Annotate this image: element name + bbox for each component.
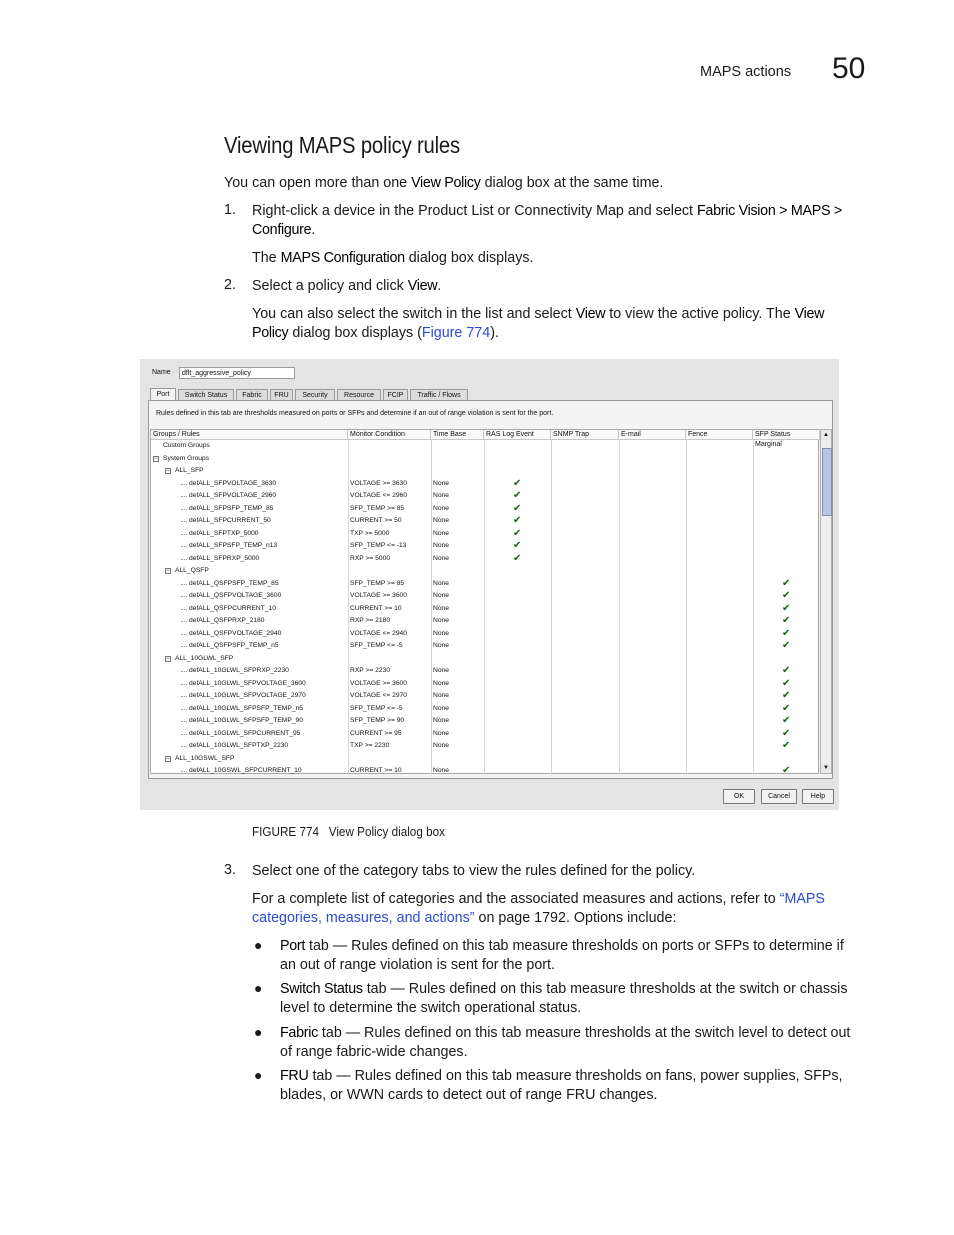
running-header-section: MAPS actions [700, 64, 792, 80]
rule-name: ALL_10GSWL_SFP [175, 754, 235, 762]
rule-name: defALL_10GLWL_SFPVOLTAGE_2970 [189, 692, 306, 699]
time-base: None [433, 554, 449, 562]
column-header-ras-log-event[interactable]: RAS Log Event [484, 430, 551, 440]
table-row[interactable] [151, 615, 820, 628]
bullet-icon: ● [254, 1024, 263, 1040]
monitor-condition: SFP_TEMP >= 90 [350, 717, 405, 724]
column-header-monitor-condition[interactable]: Monitor Condition [348, 430, 431, 440]
tab-port[interactable]: Port [150, 388, 176, 400]
monitor-condition: CURRENT >= 95 [350, 729, 402, 737]
sfp-marginal-check-icon: ✔ [782, 577, 791, 589]
tab-fru[interactable]: FRU [270, 389, 293, 400]
rule-name: defALL_QSFPCURRENT_10 [189, 604, 276, 612]
sfp-marginal-check-icon: ✔ [782, 690, 791, 701]
ras-log-check-icon: ✔ [513, 490, 522, 501]
table-row[interactable] [151, 753, 820, 766]
ras-log-check-icon: ✔ [513, 515, 522, 526]
table-row[interactable] [151, 653, 820, 666]
column-header-groups-rules[interactable]: Groups / Rules [151, 430, 348, 440]
monitor-condition: CURRENT >= 50 [350, 517, 402, 524]
table-row[interactable] [151, 640, 820, 653]
rule-name: defALL_10GLWL_SFPSFP_TEMP_n5 [189, 704, 303, 712]
cancel-button[interactable]: Cancel [761, 789, 797, 804]
monitor-condition: VOLTAGE >= 3630 [350, 479, 407, 487]
time-base: None [433, 679, 449, 687]
column-header-snmp-trap[interactable]: SNMP Trap [551, 430, 619, 440]
sfp-marginal-check-icon: ✔ [782, 615, 791, 626]
figure-774-link[interactable]: Figure 774 [421, 325, 491, 341]
policy-name-field[interactable]: dflt_aggressive_policy [179, 367, 295, 379]
time-base: None [433, 642, 449, 649]
monitor-condition: VOLTAGE >= 3600 [350, 679, 407, 687]
bullet-port: Port tab — Rules defined on this tab measure thresholds on ports or SFPs to determine if an out of range violation is sent for the port. [280, 938, 844, 973]
rule-name: defALL_QSFPSFP_TEMP_n5 [189, 642, 279, 649]
rule-name: defALL_QSFPSFP_TEMP_85 [189, 579, 279, 587]
table-row[interactable] [151, 528, 820, 541]
rule-name: defALL_10GLWL_SFPTXP_2230 [189, 742, 289, 749]
table-row[interactable] [151, 478, 820, 491]
sfp-marginal-check-icon: ✔ [782, 590, 791, 601]
time-base: None [433, 542, 449, 549]
tree-connector [181, 603, 187, 610]
rule-name: defALL_QSFPVOLTAGE_3600 [189, 592, 282, 599]
tree-connector [181, 615, 187, 622]
tree-connector [181, 553, 187, 560]
maps-categories-link[interactable]: “MAPS [779, 891, 825, 907]
monitor-condition: RXP >= 2230 [350, 667, 391, 674]
tab-fcip[interactable]: FCIP [383, 389, 408, 400]
rule-name: defALL_10GLWL_SFPSFP_TEMP_90 [189, 717, 303, 724]
step-3-text: Select one of the category tabs to view the rules defined for the policy. [252, 863, 696, 879]
view-policy-dialog-screenshot [140, 359, 839, 810]
rule-name: defALL_SFPSFP_TEMP_n13 [189, 542, 278, 549]
rule-name: defALL_SFPVOLTAGE_3630 [189, 479, 277, 487]
time-base: None [433, 604, 449, 612]
time-base: None [433, 667, 449, 674]
table-row[interactable] [151, 465, 820, 478]
monitor-condition: RXP >= 5000 [350, 554, 391, 562]
rule-name: ALL_QSFP [175, 567, 209, 574]
table-row[interactable] [151, 553, 820, 566]
column-header-sfp-status-marginal[interactable]: SFP Status Marginal [753, 430, 820, 440]
time-base: None [433, 579, 449, 587]
step-2-text: Select a policy and click View. [252, 278, 442, 294]
time-base: None [433, 479, 449, 487]
tab-switch-status[interactable]: Switch Status [178, 389, 234, 400]
time-base: None [433, 729, 449, 737]
step-1-text: Right-click a device in the Product List or Connectivity Map and select Fabric Vision > MAPS > Configure. [252, 203, 842, 238]
bullet-fru: FRU tab — Rules defined on this tab measure thresholds on fans, power supplies, SFPs, blades, or WWN cards to detect out of range FRU changes. [280, 1068, 843, 1103]
tree-connector [181, 728, 187, 735]
sfp-marginal-check-icon: ✔ [782, 677, 791, 689]
time-base: None [433, 629, 449, 637]
table-row[interactable] [151, 540, 820, 553]
rule-name: defALL_SFPSFP_TEMP_85 [189, 504, 274, 512]
column-header-fence[interactable]: Fence [686, 430, 753, 440]
tree-connector [181, 515, 187, 522]
monitor-condition: VOLTAGE <= 2940 [350, 629, 407, 637]
monitor-condition: SFP_TEMP <= -13 [350, 542, 407, 549]
ok-button[interactable]: OK [723, 789, 755, 804]
tree-connector [181, 540, 187, 547]
column-header-e-mail[interactable]: E-mail [619, 430, 686, 440]
tree-connector [181, 678, 187, 685]
rule-name: ALL_10GLWL_SFP [175, 654, 234, 662]
monitor-condition: VOLTAGE <= 2970 [350, 692, 407, 699]
scroll-down-icon[interactable]: ▼ [821, 763, 831, 773]
table-row[interactable] [151, 765, 820, 778]
collapse-icon[interactable]: − [166, 755, 170, 762]
table-row[interactable] [151, 703, 820, 716]
tree-connector [181, 590, 187, 597]
tab-fabric[interactable]: Fabric [236, 389, 268, 400]
time-base: None [433, 592, 449, 599]
table-row[interactable] [151, 740, 820, 753]
time-base: None [433, 504, 449, 512]
time-base: None [433, 717, 449, 724]
figure-caption: FIGURE 774 View Policy dialog box [252, 824, 445, 839]
monitor-condition: TXP >= 2230 [350, 742, 390, 749]
ras-log-check-icon: ✔ [513, 552, 522, 564]
time-base: None [433, 742, 449, 749]
rule-name: defALL_SFPVOLTAGE_2960 [189, 492, 277, 499]
tree-connector [181, 690, 187, 697]
ras-log-check-icon: ✔ [513, 527, 522, 539]
table-row[interactable] [151, 565, 820, 578]
rules-table [150, 429, 819, 774]
table-row[interactable] [151, 453, 820, 466]
rule-name: defALL_SFPCURRENT_50 [189, 517, 271, 524]
collapse-icon[interactable]: − [166, 568, 170, 574]
step-number-2: 2. [224, 277, 236, 293]
ras-log-check-icon: ✔ [513, 540, 522, 551]
tree-connector [181, 490, 187, 497]
sfp-marginal-check-icon: ✔ [782, 715, 791, 726]
scroll-up-icon[interactable]: ▲ [821, 430, 831, 440]
tab-panel [148, 400, 833, 779]
table-row[interactable] [151, 628, 820, 641]
monitor-condition: CURRENT >= 10 [350, 604, 402, 612]
rule-name: ALL_SFP [175, 467, 204, 474]
collapse-icon[interactable]: − [154, 455, 158, 462]
step-2-note: You can also select the switch in the list and select View to view the active policy. The View Policy dialog box displays (Figure 774). [252, 306, 825, 341]
tree-connector [181, 578, 187, 585]
time-base: None [433, 517, 449, 524]
bullet-icon: ● [254, 980, 263, 996]
intro-paragraph: You can open more than one View Policy dialog box at the same time. [224, 175, 664, 191]
time-base: None [433, 692, 449, 699]
bullet-icon: ● [254, 937, 263, 953]
monitor-condition: RXP >= 2180 [350, 617, 391, 624]
sfp-marginal-check-icon: ✔ [782, 727, 791, 739]
monitor-condition: CURRENT >= 10 [350, 767, 402, 774]
rule-name: Custom Groups [163, 442, 210, 449]
tree-connector [181, 740, 187, 747]
monitor-condition: SFP_TEMP >= 85 [350, 579, 405, 587]
scroll-thumb[interactable] [822, 448, 832, 516]
rule-name: defALL_QSFPRXP_2180 [189, 617, 265, 624]
sfp-marginal-check-icon: ✔ [782, 665, 791, 676]
step-number-1: 1. [224, 202, 236, 218]
table-row[interactable] [151, 665, 820, 678]
bullet-switch-status: Switch Status tab — Rules defined on this tab measure thresholds at the switch or chassis level to determine the switch operational status. [280, 981, 848, 1016]
section-title: Viewing MAPS policy rules [224, 132, 460, 158]
sfp-marginal-check-icon: ✔ [782, 765, 791, 776]
rule-name: defALL_10GLWL_SFPCURRENT_95 [189, 729, 301, 737]
tab-traffic-flows[interactable]: Traffic / Flows [410, 389, 468, 400]
rule-name: defALL_SFPTXP_5000 [189, 529, 259, 537]
table-row[interactable] [151, 690, 820, 703]
table-row[interactable] [151, 440, 820, 453]
table-row[interactable] [151, 490, 820, 503]
help-button[interactable]: Help [802, 789, 834, 804]
time-base: None [433, 492, 449, 499]
rule-name: defALL_QSFPVOLTAGE_2940 [189, 629, 282, 637]
ras-log-check-icon: ✔ [513, 502, 522, 514]
table-row[interactable] [151, 590, 820, 603]
monitor-condition: SFP_TEMP <= -5 [350, 642, 403, 649]
table-row[interactable] [151, 603, 820, 616]
rule-name: defALL_10GLWL_SFPRXP_2230 [189, 667, 289, 674]
table-row[interactable] [151, 503, 820, 516]
table-row[interactable] [151, 515, 820, 528]
ras-log-check-icon: ✔ [513, 477, 522, 489]
tree-connector [181, 478, 187, 485]
tree-connector [181, 503, 187, 510]
bullet-icon: ● [254, 1067, 263, 1083]
time-base: None [433, 704, 449, 712]
rule-name: System Groups [163, 454, 210, 462]
tree-connector [181, 715, 187, 722]
chapter-number: 50 [832, 52, 866, 85]
vertical-scrollbar[interactable] [820, 429, 832, 774]
time-base: None [433, 617, 449, 624]
maps-categories-link-cont[interactable]: categories, measures, and actions” [252, 910, 475, 926]
collapse-icon[interactable]: − [166, 468, 170, 474]
monitor-condition: VOLTAGE >= 3600 [350, 592, 407, 599]
time-base: None [433, 767, 449, 774]
rule-name: defALL_10GLWL_SFPVOLTAGE_3600 [189, 679, 306, 687]
monitor-condition: SFP_TEMP <= -5 [350, 704, 403, 712]
tree-connector [181, 640, 187, 647]
sfp-marginal-check-icon: ✔ [782, 740, 791, 751]
tree-connector [181, 765, 187, 772]
sfp-marginal-check-icon: ✔ [782, 702, 791, 714]
table-row[interactable] [151, 678, 820, 691]
tree-connector [181, 528, 187, 535]
step-number-3: 3. [224, 862, 236, 878]
tab-resource[interactable]: Resource [337, 389, 381, 400]
sfp-marginal-check-icon: ✔ [782, 602, 791, 614]
collapse-icon[interactable]: − [166, 655, 170, 662]
table-row[interactable] [151, 728, 820, 741]
bullet-fabric: Fabric tab — Rules defined on this tab measure thresholds at the switch level to detect out of range fabric-wide changes. [280, 1025, 851, 1060]
tree-connector [181, 703, 187, 710]
step-3-note: For a complete list of categories and the associated measures and actions, refer to “MAPS categories, measures, and actions” on page 1792. Options include: [252, 891, 825, 926]
step-1-note: The MAPS Configuration dialog box displays. [252, 250, 534, 266]
table-row[interactable] [151, 715, 820, 728]
tab-security[interactable]: Security [295, 389, 335, 400]
rule-name: defALL_10GSWL_SFPCURRENT_10 [189, 767, 302, 774]
monitor-condition: VOLTAGE <= 2960 [350, 492, 407, 499]
sfp-marginal-check-icon: ✔ [782, 627, 791, 639]
tree-connector [181, 665, 187, 672]
monitor-condition: TXP >= 5000 [350, 529, 390, 537]
column-header-time-base[interactable]: Time Base [431, 430, 484, 440]
monitor-condition: SFP_TEMP >= 85 [350, 504, 405, 512]
table-row[interactable] [151, 578, 820, 591]
rule-name: defALL_SFPRXP_5000 [189, 554, 260, 562]
tab-description: Rules defined in this tab are thresholds measured on ports or SFPs and determine if an out of range violation is sent for the port. [156, 410, 554, 417]
name-label: Name [152, 369, 171, 376]
tree-connector [181, 628, 187, 635]
sfp-marginal-check-icon: ✔ [782, 640, 791, 651]
time-base: None [433, 529, 449, 537]
